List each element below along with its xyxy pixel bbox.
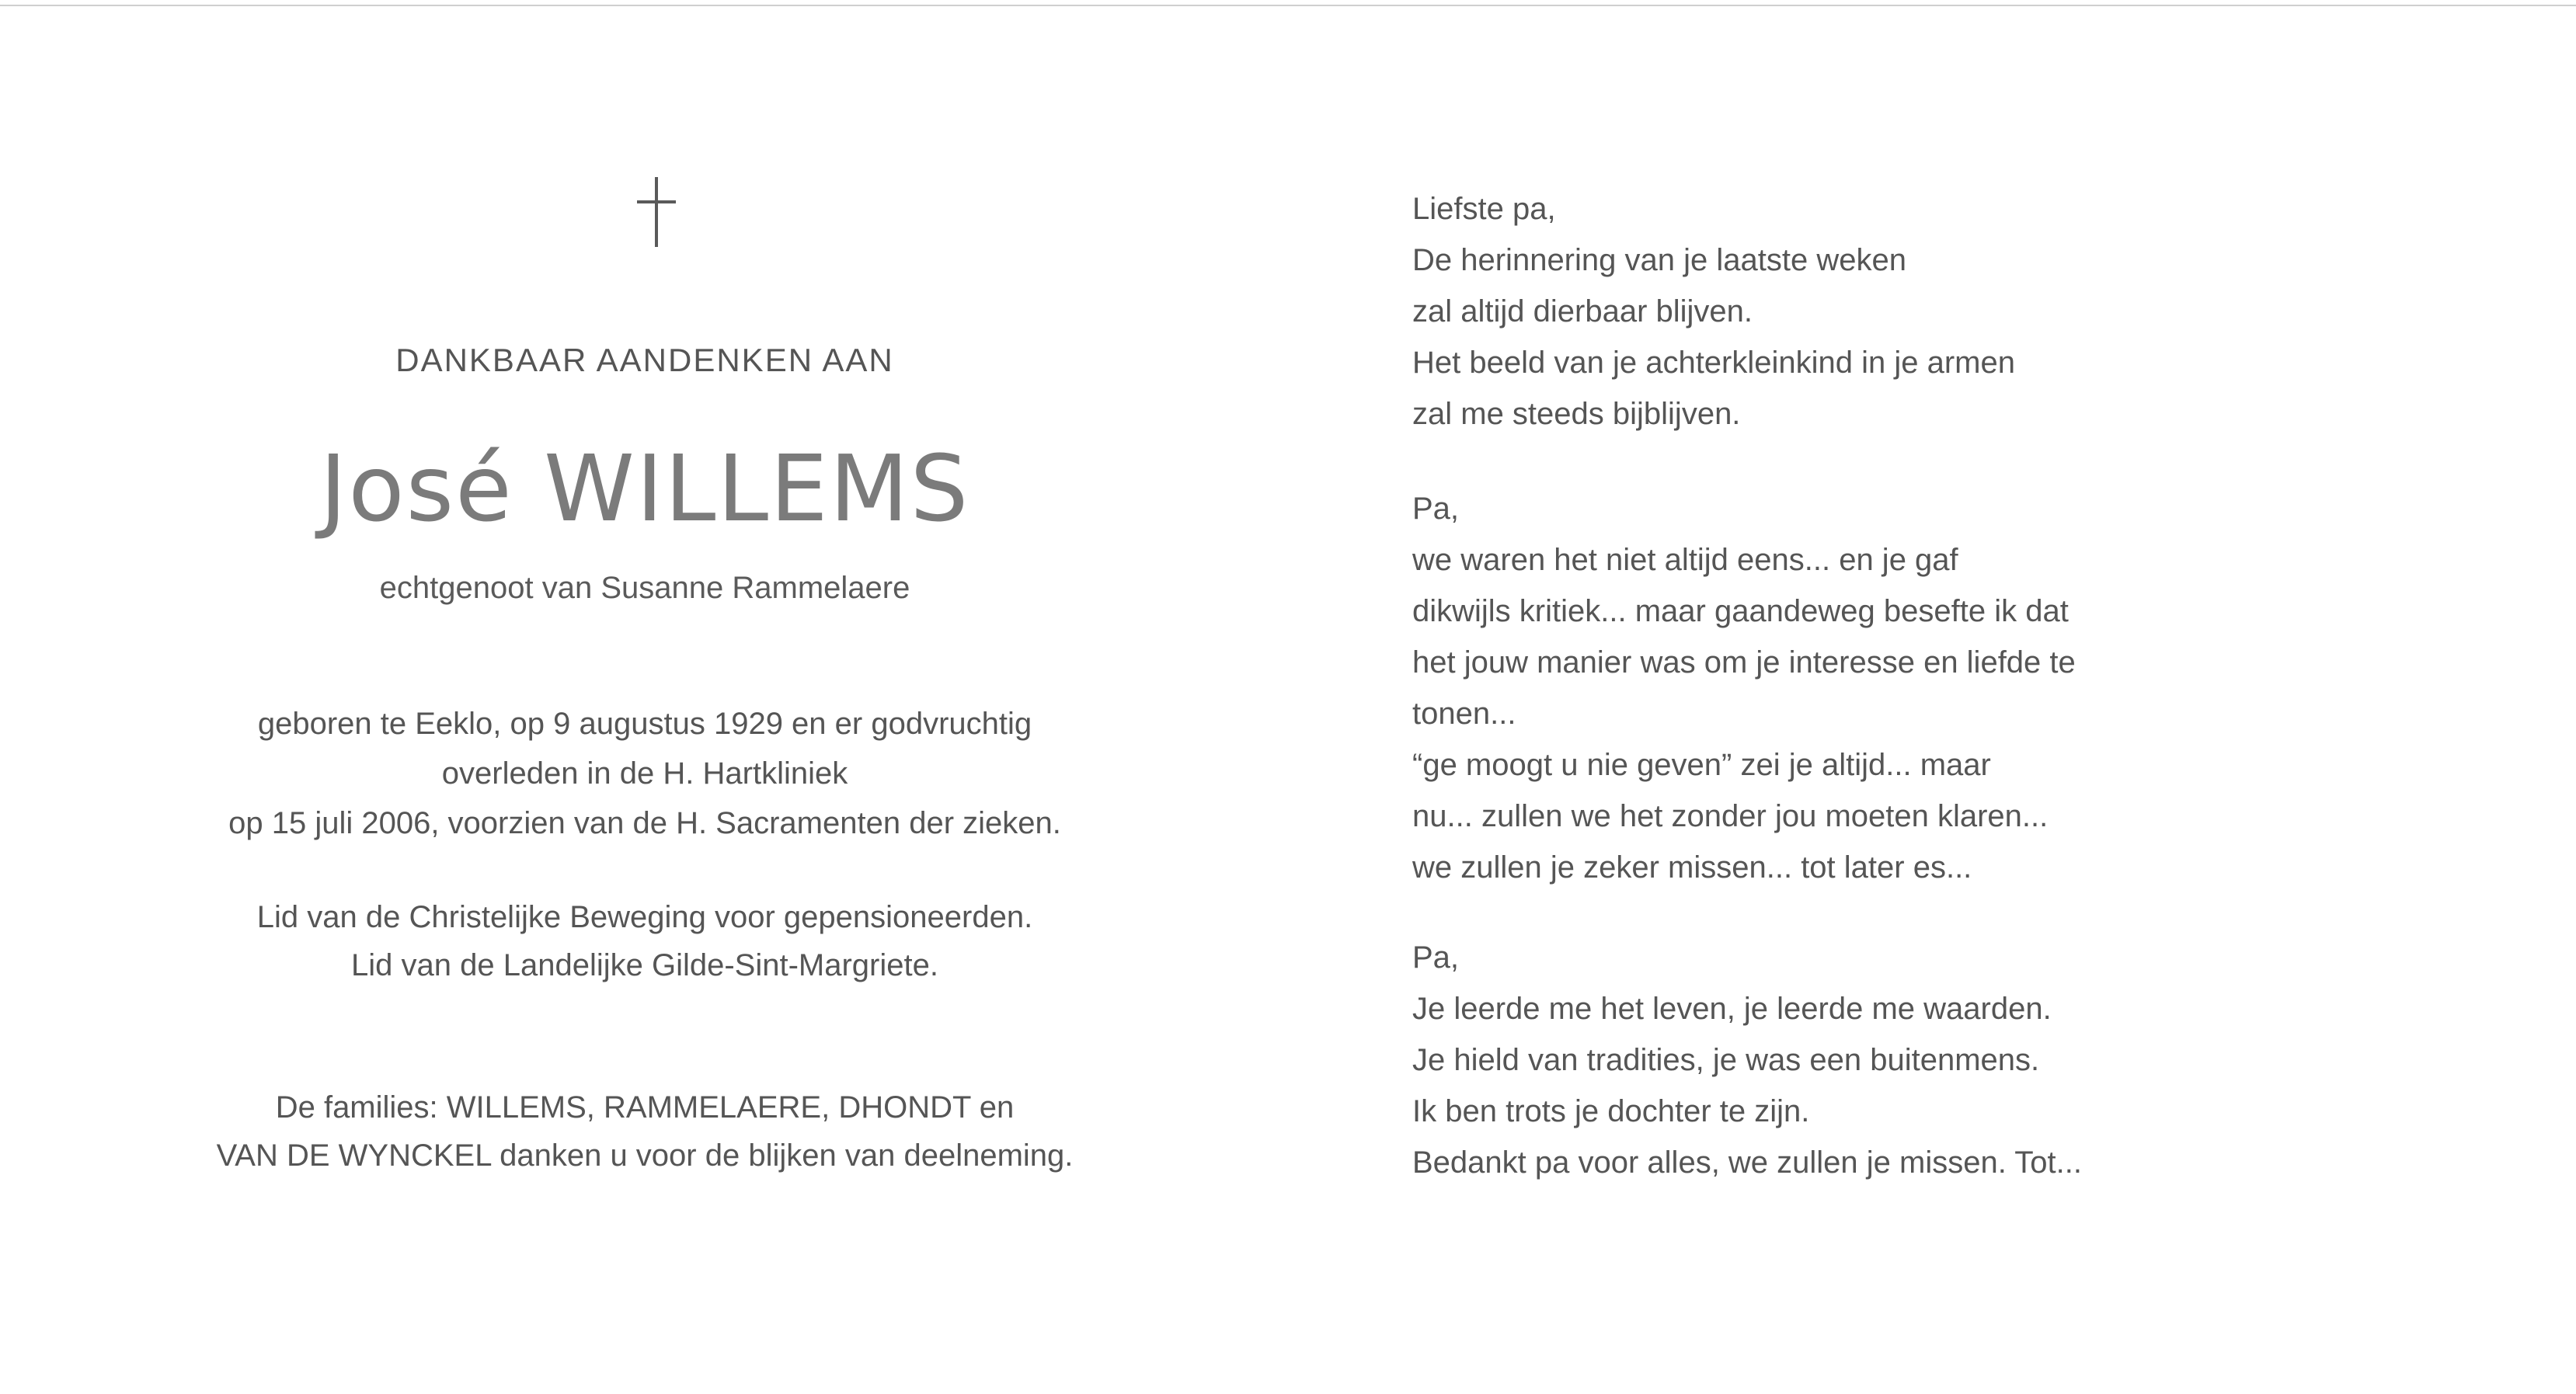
poem-line: zal me steeds bijblijven. [1412, 397, 1741, 431]
poem-line: Ik ben trots je dochter te zijn. [1412, 1094, 1810, 1128]
cross-icon [649, 177, 663, 247]
poem-line: zal altijd dierbaar blijven. [1412, 294, 1753, 329]
biography-line: overleden in de H. Hartkliniek [441, 756, 848, 791]
poem-line: dikwijls kritiek... maar gaandeweg besefte ik dat [1412, 594, 2069, 628]
poem-line: we waren het niet altijd eens... en je gaf [1412, 543, 1958, 577]
poem-line: “ge moogt u nie geven” zei je altijd... maar [1412, 748, 1991, 782]
biography-line: geboren te Eeklo, op 9 augustus 1929 en er godvruchtig [257, 707, 1032, 741]
families-line: De families: WILLEMS, RAMMELAERE, DHONDT en [275, 1090, 1015, 1125]
membership-line: Lid van de Christelijke Beweging voor gepensioneerden. [256, 900, 1033, 934]
poem-line: tonen... [1412, 697, 1516, 731]
poem-line: Pa, [1412, 940, 1460, 975]
memorial-card-right-panel [1412, 0, 2500, 1394]
dedication-heading: DANKBAAR AANDENKEN AAN [395, 342, 894, 378]
biography-line: op 15 juli 2006, voorzien van de H. Sacramenten der zieken. [228, 806, 1061, 840]
poem-line: nu... zullen we het zonder jou moeten klaren... [1412, 799, 2049, 833]
poem-line: het jouw manier was om je interesse en liefde te [1412, 645, 2076, 680]
deceased-name: José WILLEMS [319, 435, 970, 542]
memberships [0, 893, 1290, 989]
poem-line: we zullen je zeker missen... tot later es... [1412, 850, 1972, 885]
poem-line: Je leerde me het leven, je leerde me waarden. [1412, 992, 2052, 1026]
families-line: VAN DE WYNCKEL danken u voor de blijken van deelneming. [216, 1138, 1074, 1173]
membership-line: Lid van de Landelijke Gilde-Sint-Margriete. [351, 948, 938, 982]
poem-line: De herinnering van je laatste weken [1412, 243, 1906, 277]
poem-stanza-3 [1412, 932, 2082, 1188]
biography [0, 699, 1290, 848]
poem-stanza-2 [1412, 483, 2076, 893]
poem-line: Bedankt pa voor alles, we zullen je missen. Tot... [1412, 1145, 2082, 1180]
poem-line: Je hield van tradities, je was een buitenmens. [1412, 1043, 2040, 1077]
families-thanks [0, 1083, 1290, 1180]
spouse-line: echtgenoot van Susanne Rammelaere [379, 571, 910, 605]
poem-line: Pa, [1412, 492, 1460, 526]
poem-line: Liefste pa, [1412, 192, 1556, 226]
poem-line: Het beeld van je achterkleinkind in je armen [1412, 346, 2015, 380]
poem-stanza-1 [1412, 183, 2015, 440]
